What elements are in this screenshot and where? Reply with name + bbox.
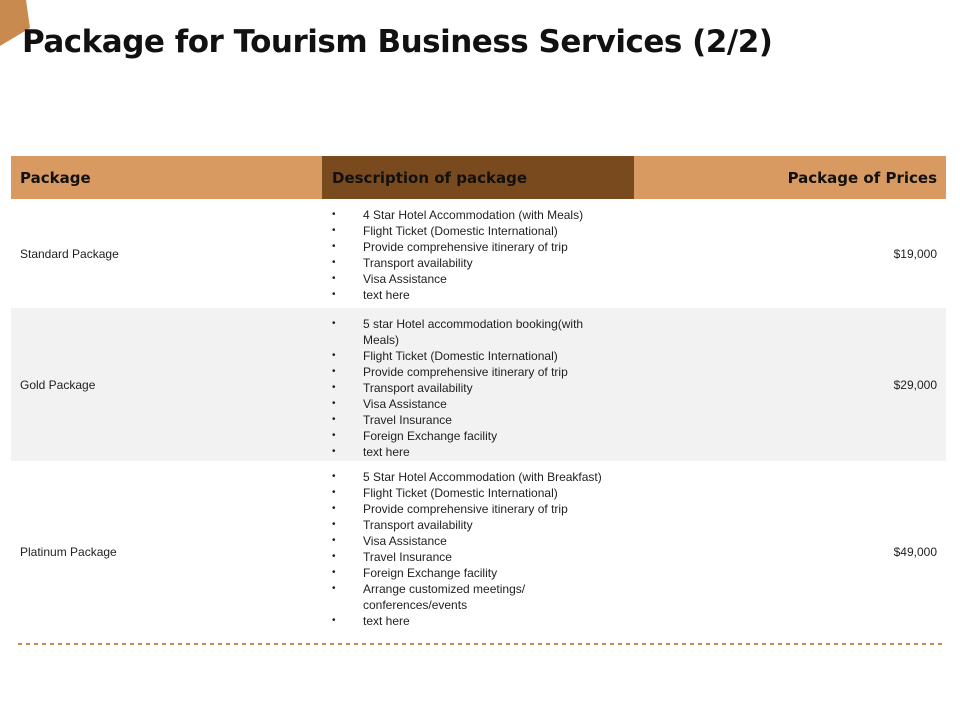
package-description — [322, 199, 634, 308]
list-item: • Travel Insurance — [332, 412, 624, 428]
list-item: • Provide comprehensive itinerary of trip — [332, 501, 624, 517]
list-item: • Foreign Exchange facility — [332, 428, 624, 444]
list-item: • Provide comprehensive itinerary of trip — [332, 239, 624, 255]
package-name: Gold Package — [20, 377, 96, 392]
feature-list — [332, 316, 624, 460]
package-description — [322, 308, 634, 461]
list-item: • 5 star Hotel accommodation booking(with Meals) — [332, 316, 624, 348]
header-package: Package — [11, 156, 322, 199]
list-item: • Flight Ticket (Domestic International) — [332, 223, 624, 239]
list-item: • Arrange customized meetings/ conferences/events — [332, 581, 624, 613]
decorative-dashed-divider — [18, 641, 946, 647]
list-item: • Flight Ticket (Domestic International) — [332, 348, 624, 364]
list-item: • Visa Assistance — [332, 271, 624, 287]
list-item: • Flight Ticket (Domestic International) — [332, 485, 624, 501]
package-price: $19,000 — [893, 246, 937, 261]
package-price: $49,000 — [893, 545, 937, 559]
table-row-standard — [11, 199, 946, 308]
list-item: • Travel Insurance — [332, 549, 624, 565]
table-header — [11, 156, 946, 199]
package-price: $29,000 — [893, 377, 937, 392]
package-description — [322, 461, 634, 643]
header-price: Package of Prices — [634, 156, 946, 199]
list-item: • Provide comprehensive itinerary of trip — [332, 364, 624, 380]
feature-list — [332, 469, 624, 629]
header-description: Description of package — [322, 156, 634, 199]
list-item: • text here — [332, 613, 624, 629]
list-item: • 5 Star Hotel Accommodation (with Breakfast) — [332, 469, 624, 485]
list-item: • Transport availability — [332, 255, 624, 271]
list-item: • Visa Assistance — [332, 396, 624, 412]
package-name: Standard Package — [20, 246, 119, 261]
list-item: • 4 Star Hotel Accommodation (with Meals) — [332, 207, 624, 223]
list-item: • Transport availability — [332, 517, 624, 533]
page-title: Package for Tourism Business Services (2/2) — [22, 24, 773, 60]
table-row-gold — [11, 308, 946, 461]
list-item: • Visa Assistance — [332, 533, 624, 549]
list-item: • Foreign Exchange facility — [332, 565, 624, 581]
feature-list — [332, 207, 624, 303]
package-name: Platinum Package — [20, 545, 117, 559]
list-item: • text here — [332, 287, 624, 303]
list-item: • Transport availability — [332, 380, 624, 396]
table-row-platinum — [11, 461, 946, 643]
package-table — [11, 156, 946, 643]
list-item: • text here — [332, 444, 624, 460]
